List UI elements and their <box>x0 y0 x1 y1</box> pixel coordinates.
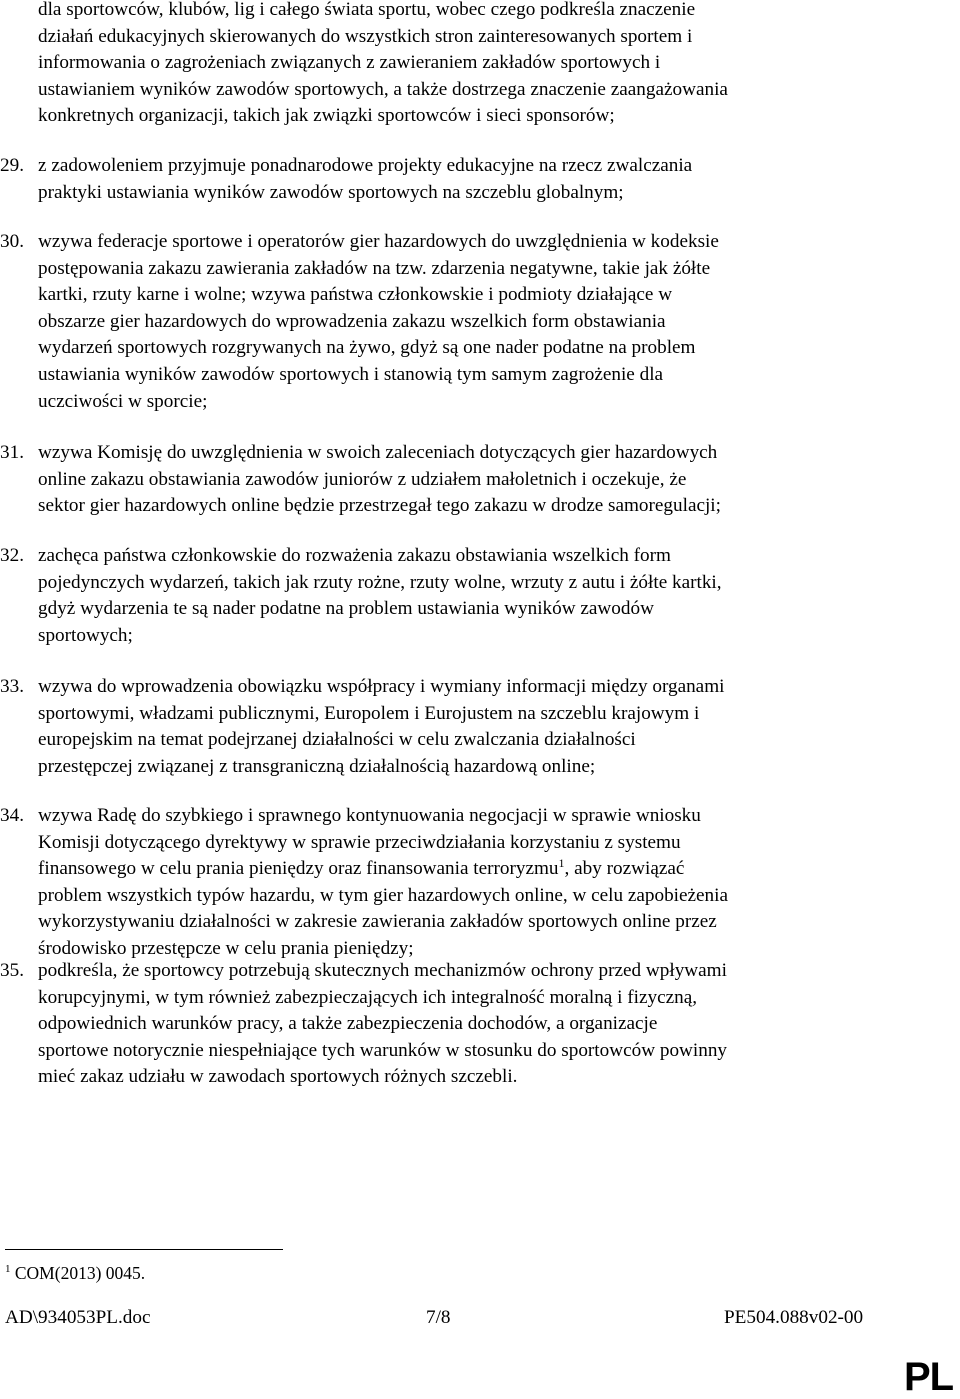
text-line: Komisji dotyczącego dyrektywy w sprawie przeciwdziałania korzystaniu z systemu <box>38 831 681 853</box>
text-line: gdyż wydarzenia te są nader podatne na problem ustawiania wyników zawodów <box>38 598 654 620</box>
text-line: sportowymi, władzami publicznymi, Europolem i Eurojustem na szczeblu krajowym i <box>38 702 700 724</box>
text-line: ustawiania wyników zawodów sportowych i stanowią tym samym zagrożenie dla <box>38 363 664 385</box>
paragraph-number: 35. <box>0 960 24 981</box>
paragraph-number: 31. <box>0 442 24 463</box>
text-line: europejskim na temat podejrzanej działalności w celu zwalczania działalności <box>38 729 636 751</box>
text-line: postępowania zakazu zawierania zakładów na tzw. zdarzenia negatywne, takie jak żółte <box>38 257 711 279</box>
paragraph-number: 32. <box>0 545 24 566</box>
text-line: mieć zakaz udziału w zawodach sportowych różnych szczebli. <box>38 1066 518 1088</box>
text-line: dla sportowców, klubów, lig i całego świata sportu, wobec czego podkreśla znaczenie <box>38 0 696 20</box>
footer-document-code: PE504.088v02-00 <box>724 1307 864 1328</box>
language-badge: PL <box>904 1355 954 1399</box>
text-line: środowisko przestępcze w celu prania pieniędzy; <box>38 937 414 959</box>
text-line: pojedynczych wydarzeń, takich jak rzuty rożne, rzuty wolne, wrzuty z autu i żółte kartki, <box>38 571 722 593</box>
text-line: wydarzeń sportowych rozgrywanych na żywo, gdyż są one nader podatne na problem <box>38 337 696 359</box>
text-line: wzywa Komisję do uwzględnienia w swoich zaleceniach dotyczących gier hazardowych <box>38 442 718 463</box>
text-line: konkretnych organizacji, takich jak związki sportowców i sieci sponsorów; <box>38 105 615 127</box>
line-text: finansowego w celu prania pieniędzy oraz finansowania terroryzmu <box>38 858 559 880</box>
paragraph-number: 34. <box>0 805 24 826</box>
text-line: wykorzystywaniu działalności w zakresie zawierania zakładów sportowych online przez <box>38 911 717 933</box>
text-line: wzywa do wprowadzenia obowiązku współpracy i wymiany informacji między organami <box>38 676 725 697</box>
text-line: obszarze gier hazardowych do wprowadzenia zakazu wszelkich form obstawiania <box>38 310 666 332</box>
paragraph-31 <box>0 440 918 520</box>
text-line: wzywa federacje sportowe i operatorów gier hazardowych do uwzględnienia w kodeksie <box>38 231 719 252</box>
footnote-text: COM(2013) 0045. <box>14 1263 146 1283</box>
text-line: kartki, rzuty karne i wolne; wzywa państwa członkowskie i podmioty działające w <box>38 284 673 306</box>
paragraph-30 <box>0 229 918 415</box>
text-line: odpowiednich warunków pracy, a także zabezpieczenia dochodów, a organizacje <box>38 1013 658 1035</box>
footnote-marker: 1 <box>5 1263 11 1275</box>
text-line: praktyki ustawiania wyników zawodów sportowych na szczeblu globalnym; <box>38 181 624 203</box>
text-line: korupcyjnymi, w tym również zabezpieczających ich integralność moralną i fizyczną, <box>38 986 698 1008</box>
paragraph-number: 29. <box>0 155 24 176</box>
text-line: z zadowoleniem przyjmuje ponadnarodowe projekty edukacyjne na rzecz zwalczania <box>38 155 693 176</box>
text-line: sportowych; <box>38 624 133 646</box>
text-line: wzywa Radę do szybkiego i sprawnego kontynuowania negocjacji w sprawie wniosku <box>38 805 701 826</box>
text-line: sektor gier hazardowych online będzie przestrzegał tego zakazu w drodze samoregulacji; <box>38 495 721 517</box>
paragraph-34 <box>0 803 918 963</box>
text-line: zachęca państwa członkowskie do rozważenia zakazu obstawiania wszelkich form <box>38 545 671 566</box>
paragraph-32 <box>0 543 918 649</box>
text-line: ustawianiem wyników zawodów sportowych, a także dostrzega znaczenie zaangażowania <box>38 78 728 100</box>
footer-document-reference: AD\934053PL.doc <box>5 1307 151 1328</box>
text-line: sportowe notorycznie niespełniające tych warunków w stosunku do sportowców powinny <box>38 1039 728 1061</box>
text-line: przestępczej związanej z transgraniczną działalnością hazardową online; <box>38 755 596 777</box>
paragraph-35 <box>0 958 918 1091</box>
paragraph-33 <box>0 674 918 780</box>
text-line: online zakazu obstawiania zawodów juniorów z udziałem małoletnich i oczekuje, że <box>38 468 687 490</box>
footer-page-number: 7/8 <box>426 1307 451 1328</box>
text-line: problem wszystkich typów hazardu, w tym gier hazardowych online, w celu zapobieżenia <box>38 884 728 906</box>
text-line: podkreśla, że sportowcy potrzebują skutecznych mechanizmów ochrony przed wpływami <box>38 960 727 981</box>
paragraph-29 <box>0 153 918 206</box>
text-line: działań edukacyjnych skierowanych do wszystkich stron zainteresowanych sportem i <box>38 25 693 47</box>
text-line: informowania o zagrożeniach związanych z zawieraniem zakładów sportowych i <box>38 52 661 74</box>
footnote <box>5 1262 145 1284</box>
text-line <box>38 856 918 883</box>
footnote-separator <box>5 1249 283 1250</box>
text-line: uczciwości w sporcie; <box>38 390 208 412</box>
line-text-tail: , aby rozwiązać <box>564 858 685 880</box>
paragraph-number: 30. <box>0 231 24 252</box>
intro-paragraph <box>38 0 918 130</box>
paragraph-number: 33. <box>0 676 24 697</box>
footnote-reference[interactable]: 1 <box>558 856 565 871</box>
